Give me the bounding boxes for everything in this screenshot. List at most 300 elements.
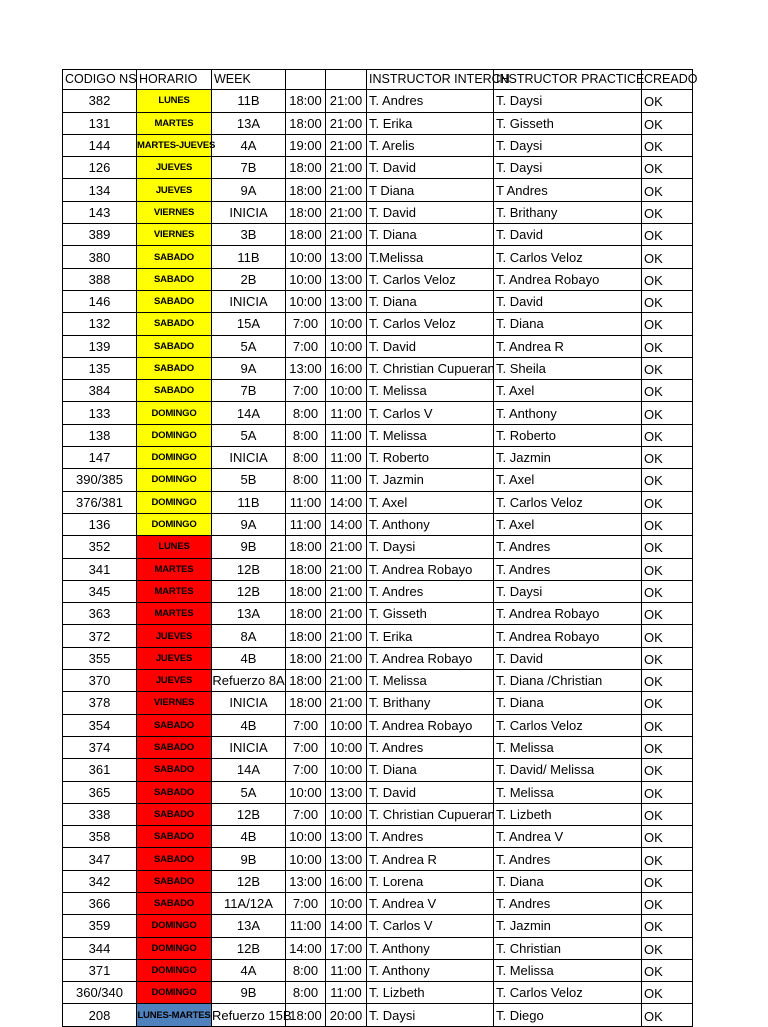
cell-creado[interactable]: OK (642, 313, 693, 335)
cell-end-time[interactable]: 21:00 (326, 224, 367, 246)
cell-horario[interactable]: SABADO (137, 246, 212, 268)
cell-codigo[interactable]: 143 (63, 201, 137, 223)
cell-horario[interactable]: MARTES (137, 558, 212, 580)
cell-start-time[interactable]: 7:00 (286, 313, 326, 335)
cell-horario[interactable]: DOMINGO (137, 469, 212, 491)
cell-codigo[interactable]: 358 (63, 826, 137, 848)
cell-start-time[interactable]: 7:00 (286, 759, 326, 781)
cell-creado[interactable]: OK (642, 892, 693, 914)
cell-codigo[interactable]: 361 (63, 759, 137, 781)
header-instructor-practice[interactable]: INSTRUCTOR PRACTICE (494, 70, 642, 90)
cell-start-time[interactable]: 8:00 (286, 447, 326, 469)
cell-instructor-practice[interactable]: T. Daysi (494, 157, 642, 179)
cell-horario[interactable]: MARTES (137, 603, 212, 625)
cell-instructor-interch[interactable]: T. Diana (367, 290, 494, 312)
cell-instructor-practice[interactable]: T. Sheila (494, 357, 642, 379)
cell-instructor-interch[interactable]: T. Andrea Robayo (367, 647, 494, 669)
cell-instructor-practice[interactable]: T. Christian (494, 937, 642, 959)
cell-start-time[interactable]: 13:00 (286, 870, 326, 892)
cell-end-time[interactable]: 21:00 (326, 179, 367, 201)
cell-week[interactable]: 13A (212, 603, 286, 625)
cell-instructor-practice[interactable]: T. Andrea Robayo (494, 603, 642, 625)
cell-instructor-interch[interactable]: T. Diana (367, 224, 494, 246)
cell-codigo[interactable]: 147 (63, 447, 137, 469)
cell-horario[interactable]: MARTES-JUEVES (137, 134, 212, 156)
cell-horario[interactable]: SABADO (137, 268, 212, 290)
cell-creado[interactable]: OK (642, 224, 693, 246)
cell-codigo[interactable]: 342 (63, 870, 137, 892)
cell-start-time[interactable]: 7:00 (286, 335, 326, 357)
cell-end-time[interactable]: 14:00 (326, 513, 367, 535)
cell-creado[interactable]: OK (642, 157, 693, 179)
cell-week[interactable]: 9A (212, 513, 286, 535)
cell-week[interactable]: 4B (212, 647, 286, 669)
header-codigo[interactable]: CODIGO NS (63, 70, 137, 90)
cell-creado[interactable]: OK (642, 201, 693, 223)
cell-instructor-practice[interactable]: T. Andrea Robayo (494, 268, 642, 290)
cell-end-time[interactable]: 14:00 (326, 491, 367, 513)
cell-week[interactable]: 5A (212, 424, 286, 446)
cell-creado[interactable]: OK (642, 647, 693, 669)
cell-week[interactable]: 11B (212, 491, 286, 513)
cell-start-time[interactable]: 8:00 (286, 982, 326, 1004)
cell-codigo[interactable]: 365 (63, 781, 137, 803)
cell-codigo[interactable]: 133 (63, 402, 137, 424)
header-horario[interactable]: HORARIO (137, 70, 212, 90)
cell-end-time[interactable]: 21:00 (326, 558, 367, 580)
cell-week[interactable]: 9A (212, 179, 286, 201)
cell-instructor-practice[interactable]: T. Gisseth (494, 112, 642, 134)
cell-codigo[interactable]: 382 (63, 90, 137, 112)
cell-instructor-interch[interactable]: T. Brithany (367, 692, 494, 714)
cell-end-time[interactable]: 11:00 (326, 959, 367, 981)
cell-creado[interactable]: OK (642, 1004, 693, 1026)
cell-week[interactable]: 4B (212, 826, 286, 848)
cell-week[interactable]: 5B (212, 469, 286, 491)
cell-codigo[interactable]: 338 (63, 803, 137, 825)
cell-end-time[interactable]: 11:00 (326, 402, 367, 424)
cell-codigo[interactable]: 136 (63, 513, 137, 535)
cell-creado[interactable]: OK (642, 625, 693, 647)
cell-horario[interactable]: JUEVES (137, 647, 212, 669)
cell-instructor-practice[interactable]: T. Andrea R (494, 335, 642, 357)
cell-instructor-interch[interactable]: T. Andrea Robayo (367, 558, 494, 580)
cell-instructor-interch[interactable]: T. Carlos V (367, 402, 494, 424)
cell-end-time[interactable]: 21:00 (326, 90, 367, 112)
cell-end-time[interactable]: 10:00 (326, 335, 367, 357)
cell-instructor-interch[interactable]: T. David (367, 157, 494, 179)
cell-creado[interactable]: OK (642, 848, 693, 870)
cell-end-time[interactable]: 10:00 (326, 892, 367, 914)
cell-week[interactable]: INICIA (212, 201, 286, 223)
cell-creado[interactable]: OK (642, 335, 693, 357)
cell-start-time[interactable]: 18:00 (286, 157, 326, 179)
cell-creado[interactable]: OK (642, 736, 693, 758)
cell-instructor-practice[interactable]: T. Anthony (494, 402, 642, 424)
cell-instructor-interch[interactable]: T Diana (367, 179, 494, 201)
cell-instructor-practice[interactable]: T. Andres (494, 558, 642, 580)
cell-horario[interactable]: JUEVES (137, 625, 212, 647)
cell-start-time[interactable]: 18:00 (286, 112, 326, 134)
cell-creado[interactable]: OK (642, 380, 693, 402)
cell-instructor-practice[interactable]: T. Daysi (494, 580, 642, 602)
cell-end-time[interactable]: 10:00 (326, 759, 367, 781)
cell-creado[interactable]: OK (642, 134, 693, 156)
cell-week[interactable]: 7B (212, 157, 286, 179)
cell-instructor-interch[interactable]: T. Diana (367, 759, 494, 781)
cell-creado[interactable]: OK (642, 937, 693, 959)
cell-week[interactable]: 5A (212, 335, 286, 357)
cell-start-time[interactable]: 10:00 (286, 268, 326, 290)
cell-instructor-practice[interactable]: T. Carlos Veloz (494, 982, 642, 1004)
cell-instructor-interch[interactable]: T. Melissa (367, 670, 494, 692)
cell-horario[interactable]: VIERNES (137, 224, 212, 246)
cell-week[interactable]: Refuerzo 8A (212, 670, 286, 692)
cell-start-time[interactable]: 18:00 (286, 90, 326, 112)
cell-instructor-interch[interactable]: T. Melissa (367, 424, 494, 446)
cell-end-time[interactable]: 13:00 (326, 268, 367, 290)
cell-start-time[interactable]: 7:00 (286, 714, 326, 736)
cell-creado[interactable]: OK (642, 870, 693, 892)
cell-codigo[interactable]: 380 (63, 246, 137, 268)
cell-instructor-interch[interactable]: T. David (367, 201, 494, 223)
cell-codigo[interactable]: 355 (63, 647, 137, 669)
cell-horario[interactable]: DOMINGO (137, 959, 212, 981)
cell-instructor-interch[interactable]: T. David (367, 335, 494, 357)
cell-horario[interactable]: SABADO (137, 848, 212, 870)
cell-start-time[interactable]: 10:00 (286, 848, 326, 870)
cell-instructor-practice[interactable]: T. Jazmin (494, 915, 642, 937)
header-start-time[interactable] (286, 70, 326, 90)
cell-creado[interactable]: OK (642, 424, 693, 446)
cell-instructor-practice[interactable]: T. David (494, 290, 642, 312)
cell-creado[interactable]: OK (642, 692, 693, 714)
cell-start-time[interactable]: 18:00 (286, 1004, 326, 1026)
cell-end-time[interactable]: 11:00 (326, 982, 367, 1004)
cell-horario[interactable]: LUNES (137, 90, 212, 112)
cell-instructor-interch[interactable]: T. Andrea R (367, 848, 494, 870)
cell-week[interactable]: 14A (212, 402, 286, 424)
cell-instructor-interch[interactable]: T. Erika (367, 625, 494, 647)
cell-horario[interactable]: SABADO (137, 870, 212, 892)
cell-end-time[interactable]: 10:00 (326, 313, 367, 335)
cell-end-time[interactable]: 21:00 (326, 157, 367, 179)
cell-end-time[interactable]: 16:00 (326, 870, 367, 892)
cell-codigo[interactable]: 208 (63, 1004, 137, 1026)
cell-week[interactable]: 11B (212, 90, 286, 112)
cell-instructor-practice[interactable]: T. Melissa (494, 781, 642, 803)
cell-codigo[interactable]: 126 (63, 157, 137, 179)
cell-start-time[interactable]: 8:00 (286, 402, 326, 424)
cell-instructor-interch[interactable]: T. Andres (367, 90, 494, 112)
cell-creado[interactable]: OK (642, 536, 693, 558)
cell-codigo[interactable]: 384 (63, 380, 137, 402)
cell-start-time[interactable]: 18:00 (286, 536, 326, 558)
cell-codigo[interactable]: 135 (63, 357, 137, 379)
cell-end-time[interactable]: 21:00 (326, 536, 367, 558)
cell-start-time[interactable]: 8:00 (286, 424, 326, 446)
cell-creado[interactable]: OK (642, 803, 693, 825)
cell-creado[interactable]: OK (642, 915, 693, 937)
cell-week[interactable]: 11A/12A (212, 892, 286, 914)
cell-start-time[interactable]: 18:00 (286, 670, 326, 692)
cell-start-time[interactable]: 18:00 (286, 558, 326, 580)
cell-instructor-interch[interactable]: T.Melissa (367, 246, 494, 268)
cell-creado[interactable]: OK (642, 112, 693, 134)
cell-week[interactable]: 13A (212, 112, 286, 134)
cell-instructor-interch[interactable]: T. Erika (367, 112, 494, 134)
cell-horario[interactable]: LUNES (137, 536, 212, 558)
cell-horario[interactable]: MARTES (137, 112, 212, 134)
cell-horario[interactable]: DOMINGO (137, 982, 212, 1004)
cell-instructor-practice[interactable]: T. Brithany (494, 201, 642, 223)
cell-horario[interactable]: SABADO (137, 803, 212, 825)
cell-instructor-practice[interactable]: T. Diana /Christian (494, 670, 642, 692)
cell-horario[interactable]: JUEVES (137, 157, 212, 179)
cell-codigo[interactable]: 376/381 (63, 491, 137, 513)
cell-horario[interactable]: SABADO (137, 357, 212, 379)
cell-creado[interactable]: OK (642, 513, 693, 535)
cell-end-time[interactable]: 13:00 (326, 781, 367, 803)
cell-instructor-practice[interactable]: T. Andres (494, 892, 642, 914)
cell-creado[interactable]: OK (642, 246, 693, 268)
cell-horario[interactable]: DOMINGO (137, 491, 212, 513)
header-creado[interactable]: CREADO (642, 70, 693, 90)
cell-instructor-practice[interactable]: T. Diana (494, 313, 642, 335)
cell-end-time[interactable]: 13:00 (326, 848, 367, 870)
cell-start-time[interactable]: 8:00 (286, 959, 326, 981)
cell-instructor-practice[interactable]: T. David (494, 224, 642, 246)
cell-start-time[interactable]: 14:00 (286, 937, 326, 959)
cell-end-time[interactable]: 10:00 (326, 380, 367, 402)
cell-end-time[interactable]: 13:00 (326, 246, 367, 268)
cell-instructor-practice[interactable]: T. Axel (494, 513, 642, 535)
cell-instructor-practice[interactable]: T. Melissa (494, 959, 642, 981)
cell-creado[interactable]: OK (642, 290, 693, 312)
cell-instructor-interch[interactable]: T. Daysi (367, 1004, 494, 1026)
cell-creado[interactable]: OK (642, 959, 693, 981)
cell-end-time[interactable]: 21:00 (326, 112, 367, 134)
cell-instructor-practice[interactable]: T. Lizbeth (494, 803, 642, 825)
cell-week[interactable]: 4A (212, 134, 286, 156)
cell-start-time[interactable]: 7:00 (286, 736, 326, 758)
cell-start-time[interactable]: 13:00 (286, 357, 326, 379)
cell-horario[interactable]: SABADO (137, 781, 212, 803)
cell-horario[interactable]: LUNES-MARTES (137, 1004, 212, 1026)
cell-instructor-practice[interactable]: T Andres (494, 179, 642, 201)
cell-instructor-interch[interactable]: T. Lizbeth (367, 982, 494, 1004)
cell-instructor-practice[interactable]: T. Daysi (494, 90, 642, 112)
cell-horario[interactable]: SABADO (137, 313, 212, 335)
cell-creado[interactable]: OK (642, 90, 693, 112)
cell-start-time[interactable]: 11:00 (286, 915, 326, 937)
cell-instructor-interch[interactable]: T. Andrea V (367, 892, 494, 914)
cell-horario[interactable]: SABADO (137, 826, 212, 848)
cell-instructor-interch[interactable]: T. Christian Cupueran (367, 357, 494, 379)
cell-end-time[interactable]: 21:00 (326, 670, 367, 692)
cell-horario[interactable]: SABADO (137, 892, 212, 914)
cell-start-time[interactable]: 18:00 (286, 224, 326, 246)
cell-instructor-practice[interactable]: T. Carlos Veloz (494, 246, 642, 268)
cell-week[interactable]: INICIA (212, 290, 286, 312)
cell-end-time[interactable]: 21:00 (326, 201, 367, 223)
cell-horario[interactable]: MARTES (137, 580, 212, 602)
cell-instructor-interch[interactable]: T. Carlos Veloz (367, 268, 494, 290)
cell-week[interactable]: 9B (212, 982, 286, 1004)
cell-creado[interactable]: OK (642, 558, 693, 580)
cell-week[interactable]: INICIA (212, 447, 286, 469)
cell-horario[interactable]: DOMINGO (137, 424, 212, 446)
cell-codigo[interactable]: 146 (63, 290, 137, 312)
cell-instructor-interch[interactable]: T. Anthony (367, 959, 494, 981)
cell-codigo[interactable]: 390/385 (63, 469, 137, 491)
cell-week[interactable]: 9B (212, 536, 286, 558)
cell-end-time[interactable]: 10:00 (326, 736, 367, 758)
cell-start-time[interactable]: 11:00 (286, 491, 326, 513)
cell-creado[interactable]: OK (642, 179, 693, 201)
cell-end-time[interactable]: 13:00 (326, 290, 367, 312)
cell-codigo[interactable]: 374 (63, 736, 137, 758)
cell-start-time[interactable]: 18:00 (286, 179, 326, 201)
cell-creado[interactable]: OK (642, 982, 693, 1004)
cell-codigo[interactable]: 360/340 (63, 982, 137, 1004)
cell-instructor-practice[interactable]: T. David (494, 647, 642, 669)
cell-instructor-practice[interactable]: T. Carlos Veloz (494, 714, 642, 736)
cell-week[interactable]: 5A (212, 781, 286, 803)
cell-start-time[interactable]: 18:00 (286, 580, 326, 602)
cell-codigo[interactable]: 138 (63, 424, 137, 446)
cell-instructor-interch[interactable]: T. Andres (367, 736, 494, 758)
cell-start-time[interactable]: 18:00 (286, 625, 326, 647)
cell-instructor-practice[interactable]: T. Daysi (494, 134, 642, 156)
cell-instructor-interch[interactable]: T. Daysi (367, 536, 494, 558)
cell-instructor-interch[interactable]: T. Axel (367, 491, 494, 513)
cell-codigo[interactable]: 139 (63, 335, 137, 357)
cell-week[interactable]: 13A (212, 915, 286, 937)
cell-creado[interactable]: OK (642, 670, 693, 692)
cell-week[interactable]: 9B (212, 848, 286, 870)
cell-codigo[interactable]: 354 (63, 714, 137, 736)
cell-horario[interactable]: SABADO (137, 759, 212, 781)
cell-week[interactable]: 12B (212, 580, 286, 602)
cell-end-time[interactable]: 21:00 (326, 603, 367, 625)
cell-horario[interactable]: SABADO (137, 736, 212, 758)
cell-codigo[interactable]: 344 (63, 937, 137, 959)
cell-instructor-interch[interactable]: T. Gisseth (367, 603, 494, 625)
cell-instructor-practice[interactable]: T. Diana (494, 692, 642, 714)
cell-instructor-interch[interactable]: T. Melissa (367, 380, 494, 402)
cell-instructor-interch[interactable]: T. Arelis (367, 134, 494, 156)
cell-week[interactable]: 9A (212, 357, 286, 379)
cell-creado[interactable]: OK (642, 491, 693, 513)
cell-end-time[interactable]: 20:00 (326, 1004, 367, 1026)
cell-codigo[interactable]: 359 (63, 915, 137, 937)
cell-horario[interactable]: DOMINGO (137, 402, 212, 424)
cell-horario[interactable]: SABADO (137, 290, 212, 312)
cell-horario[interactable]: DOMINGO (137, 447, 212, 469)
cell-instructor-interch[interactable]: T. Carlos V (367, 915, 494, 937)
cell-end-time[interactable]: 21:00 (326, 692, 367, 714)
cell-instructor-practice[interactable]: T. Diego (494, 1004, 642, 1026)
cell-week[interactable]: 12B (212, 937, 286, 959)
cell-week[interactable]: 12B (212, 803, 286, 825)
cell-week[interactable]: 2B (212, 268, 286, 290)
cell-codigo[interactable]: 341 (63, 558, 137, 580)
cell-end-time[interactable]: 14:00 (326, 915, 367, 937)
cell-week[interactable]: 15A (212, 313, 286, 335)
cell-codigo[interactable]: 131 (63, 112, 137, 134)
cell-start-time[interactable]: 10:00 (286, 826, 326, 848)
header-instructor-interch[interactable]: INSTRUCTOR INTERCH (367, 70, 494, 90)
cell-creado[interactable]: OK (642, 826, 693, 848)
cell-week[interactable]: 12B (212, 870, 286, 892)
cell-codigo[interactable]: 371 (63, 959, 137, 981)
cell-end-time[interactable]: 13:00 (326, 826, 367, 848)
cell-instructor-practice[interactable]: T. Andrea Robayo (494, 625, 642, 647)
cell-end-time[interactable]: 21:00 (326, 580, 367, 602)
cell-week[interactable]: Refuerzo 15B (212, 1004, 286, 1026)
cell-creado[interactable]: OK (642, 603, 693, 625)
cell-week[interactable]: 12B (212, 558, 286, 580)
cell-week[interactable]: 4A (212, 959, 286, 981)
cell-instructor-interch[interactable]: T. Roberto (367, 447, 494, 469)
cell-codigo[interactable]: 352 (63, 536, 137, 558)
cell-end-time[interactable]: 11:00 (326, 424, 367, 446)
cell-codigo[interactable]: 134 (63, 179, 137, 201)
cell-week[interactable]: 3B (212, 224, 286, 246)
header-week[interactable]: WEEK (212, 70, 286, 90)
cell-creado[interactable]: OK (642, 357, 693, 379)
cell-end-time[interactable]: 16:00 (326, 357, 367, 379)
cell-end-time[interactable]: 21:00 (326, 134, 367, 156)
cell-start-time[interactable]: 10:00 (286, 290, 326, 312)
cell-week[interactable]: 14A (212, 759, 286, 781)
cell-horario[interactable]: SABADO (137, 335, 212, 357)
cell-instructor-practice[interactable]: T. Andres (494, 536, 642, 558)
cell-start-time[interactable]: 18:00 (286, 692, 326, 714)
cell-start-time[interactable]: 7:00 (286, 892, 326, 914)
cell-instructor-interch[interactable]: T. Christian Cupueran (367, 803, 494, 825)
cell-codigo[interactable]: 389 (63, 224, 137, 246)
cell-end-time[interactable]: 10:00 (326, 714, 367, 736)
cell-instructor-interch[interactable]: T. Anthony (367, 513, 494, 535)
cell-horario[interactable]: DOMINGO (137, 937, 212, 959)
cell-instructor-practice[interactable]: T. Andres (494, 848, 642, 870)
cell-creado[interactable]: OK (642, 759, 693, 781)
cell-week[interactable]: INICIA (212, 692, 286, 714)
cell-instructor-interch[interactable]: T. Andres (367, 580, 494, 602)
cell-horario[interactable]: DOMINGO (137, 915, 212, 937)
cell-creado[interactable]: OK (642, 447, 693, 469)
cell-instructor-practice[interactable]: T. Carlos Veloz (494, 491, 642, 513)
cell-instructor-practice[interactable]: T. Diana (494, 870, 642, 892)
cell-start-time[interactable]: 10:00 (286, 246, 326, 268)
cell-horario[interactable]: DOMINGO (137, 513, 212, 535)
cell-codigo[interactable]: 347 (63, 848, 137, 870)
cell-instructor-practice[interactable]: T. Jazmin (494, 447, 642, 469)
cell-start-time[interactable]: 11:00 (286, 513, 326, 535)
cell-horario[interactable]: VIERNES (137, 201, 212, 223)
cell-instructor-practice[interactable]: T. Axel (494, 380, 642, 402)
cell-start-time[interactable]: 10:00 (286, 781, 326, 803)
cell-end-time[interactable]: 21:00 (326, 647, 367, 669)
cell-instructor-practice[interactable]: T. Melissa (494, 736, 642, 758)
cell-horario[interactable]: SABADO (137, 714, 212, 736)
cell-codigo[interactable]: 370 (63, 670, 137, 692)
cell-instructor-practice[interactable]: T. Axel (494, 469, 642, 491)
cell-week[interactable]: INICIA (212, 736, 286, 758)
cell-creado[interactable]: OK (642, 580, 693, 602)
